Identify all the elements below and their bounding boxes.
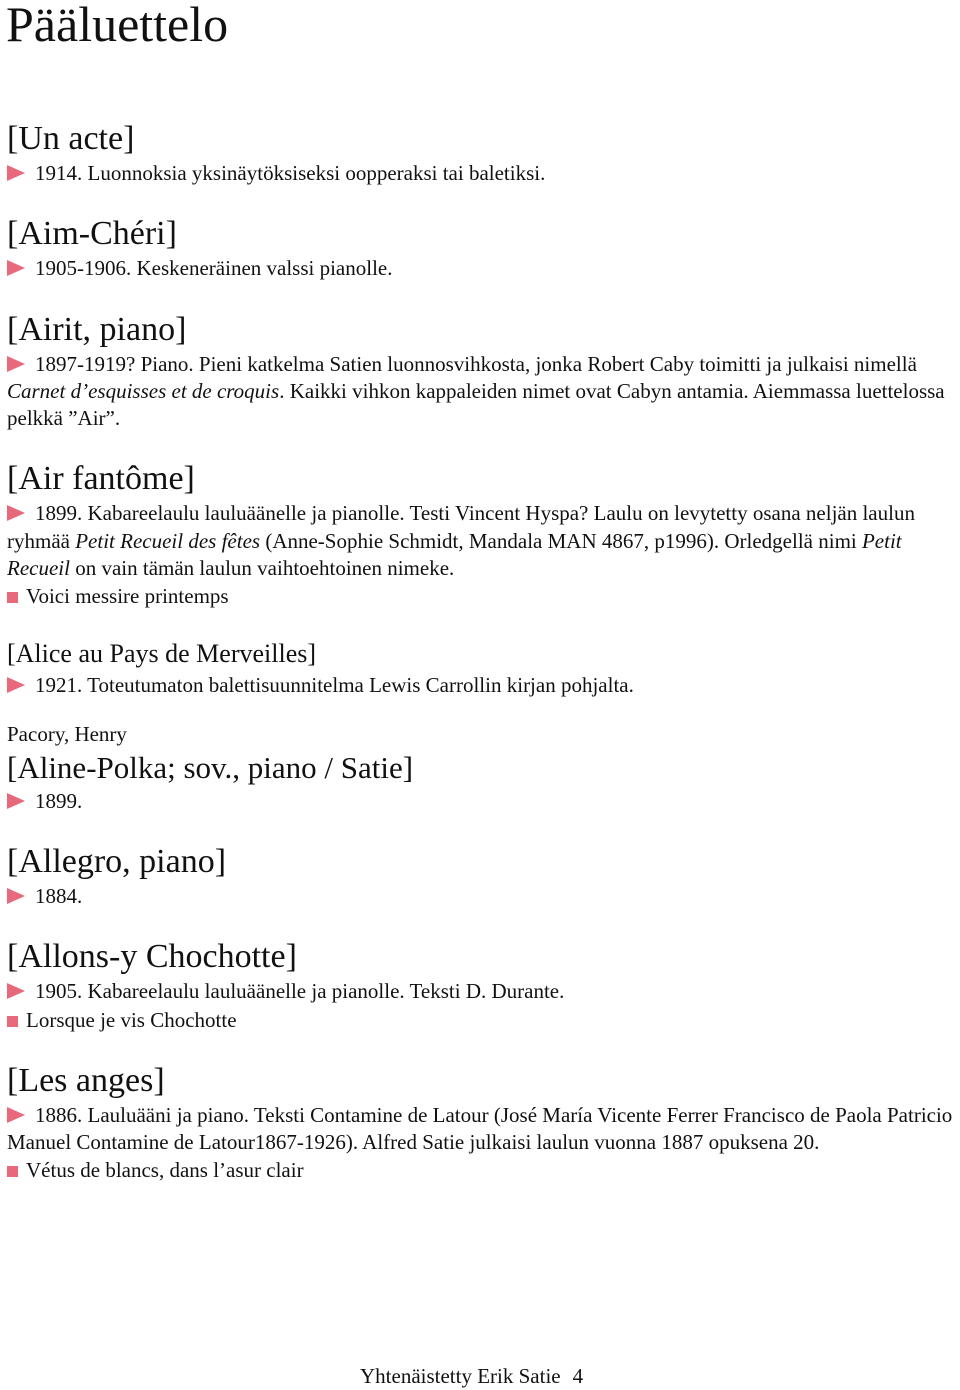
catalog-entry	[7, 1060, 957, 1185]
catalog-entry	[7, 309, 957, 433]
entry-description	[7, 1102, 957, 1157]
entry-description	[7, 255, 957, 282]
entry-title: [Alice au Pays de Merveilles]	[7, 639, 317, 669]
description-text: 1905-1906. Keskeneräinen valssi pianolle.	[35, 256, 393, 281]
description-text: 1921. Toteutumaton balettisuunnitelma Lewis Carrollin kirjan pohjalta.	[35, 673, 634, 698]
description-text: 1899.	[35, 788, 83, 813]
catalog-entry	[7, 213, 957, 282]
triangle-bullet-icon	[7, 505, 25, 521]
entry-composer: Pacory, Henry	[7, 721, 127, 746]
entry-description	[7, 500, 957, 582]
triangle-bullet-icon	[7, 356, 25, 372]
catalog-entry	[7, 720, 957, 815]
song-item	[7, 1156, 957, 1184]
song-item	[7, 1006, 957, 1034]
triangle-bullet-icon	[7, 793, 25, 809]
triangle-bullet-icon	[7, 260, 25, 276]
entry-title: [Un acte]	[7, 120, 135, 157]
triangle-bullet-icon	[7, 677, 25, 693]
song-title: Lorsque je vis Chochotte	[26, 1007, 237, 1032]
italic-title-text: Petit Recueil	[7, 528, 902, 581]
page-number: 4	[572, 1364, 584, 1388]
song-title: Vétus de blancs, dans l’asur clair	[26, 1158, 304, 1183]
entry-title: [Les anges]	[7, 1061, 165, 1099]
song-item	[7, 582, 957, 610]
description-text: 1905. Kabareelaulu lauluäänelle ja pianolle. Teksti D. Durante.	[35, 979, 565, 1004]
catalog-entry	[7, 936, 957, 1033]
catalog-entry	[7, 636, 957, 699]
footer-title: Yhtenäistetty Erik Satie	[360, 1364, 561, 1388]
entry-description	[7, 672, 957, 699]
catalog-entry	[7, 841, 957, 910]
description-text: 1899. Kabareelaulu lauluäänelle ja pianolle. Testi Vincent Hyspa? Laulu on levytetty osana neljän laulun ryhmää	[7, 501, 915, 553]
italic-title-text: Petit Recueil des fêtes	[75, 528, 261, 553]
description-text: . Kaikki vihkon kappaleiden nimet ovat Cabyn antamia. Aiemmassa luettelossa pelkkä ”Air”.	[7, 378, 945, 431]
entry-title: [Aline-Polka; sov., piano / Satie]	[7, 749, 414, 785]
description-text: (Anne-Sophie Schmidt, Mandala MAN 4867, p1996). Orledgellä nimi	[260, 528, 862, 553]
square-bullet-icon	[7, 1016, 18, 1027]
entry-description	[7, 788, 957, 815]
italic-title-text: Carnet d’esquisses et de croquis	[7, 378, 280, 403]
triangle-bullet-icon	[7, 1107, 25, 1123]
page-title: Pääluettelo	[6, 0, 229, 52]
triangle-bullet-icon	[7, 888, 25, 904]
entry-title: [Airit, piano]	[7, 310, 187, 348]
description-text: on vain tämän laulun vaihtoehtoinen nimeke.	[69, 556, 455, 581]
triangle-bullet-icon	[7, 983, 25, 999]
catalog-entry	[7, 458, 957, 610]
entry-title: [Aim-Chéri]	[7, 215, 177, 253]
entry-description	[7, 160, 957, 187]
entry-title: [Allons-y Chochotte]	[7, 938, 297, 976]
entry-title: [Air fantôme]	[7, 460, 195, 498]
triangle-bullet-icon	[7, 165, 25, 181]
entry-title: [Allegro, piano]	[7, 842, 227, 880]
description-text: 1914. Luonnoksia yksinäytöksiseksi oopperaksi tai baletiksi.	[35, 161, 546, 185]
description-text: 1884.	[35, 883, 83, 908]
catalog-entry	[7, 118, 957, 187]
entry-description	[7, 883, 957, 910]
square-bullet-icon	[7, 1166, 18, 1177]
square-bullet-icon	[7, 592, 18, 603]
description-text: 1886. Lauluääni ja piano. Teksti Contamine de Latour (José María Vicente Ferrer Francisco de Paola Patricio Manuel Contamine de Latour1867-1926). Alfred Satie julkaisi laulun vuonna 1887 opuksena 20.	[7, 1102, 953, 1154]
page-footer	[360, 1362, 583, 1390]
catalog-entries	[7, 118, 957, 1210]
description-text: 1897-1919? Piano. Pieni katkelma Satien luonnosvihkosta, jonka Robert Caby toimitti ja julkaisi nimellä	[35, 351, 917, 376]
entry-description	[7, 978, 957, 1005]
entry-description	[7, 351, 957, 433]
song-title: Voici messire printemps	[26, 584, 229, 609]
